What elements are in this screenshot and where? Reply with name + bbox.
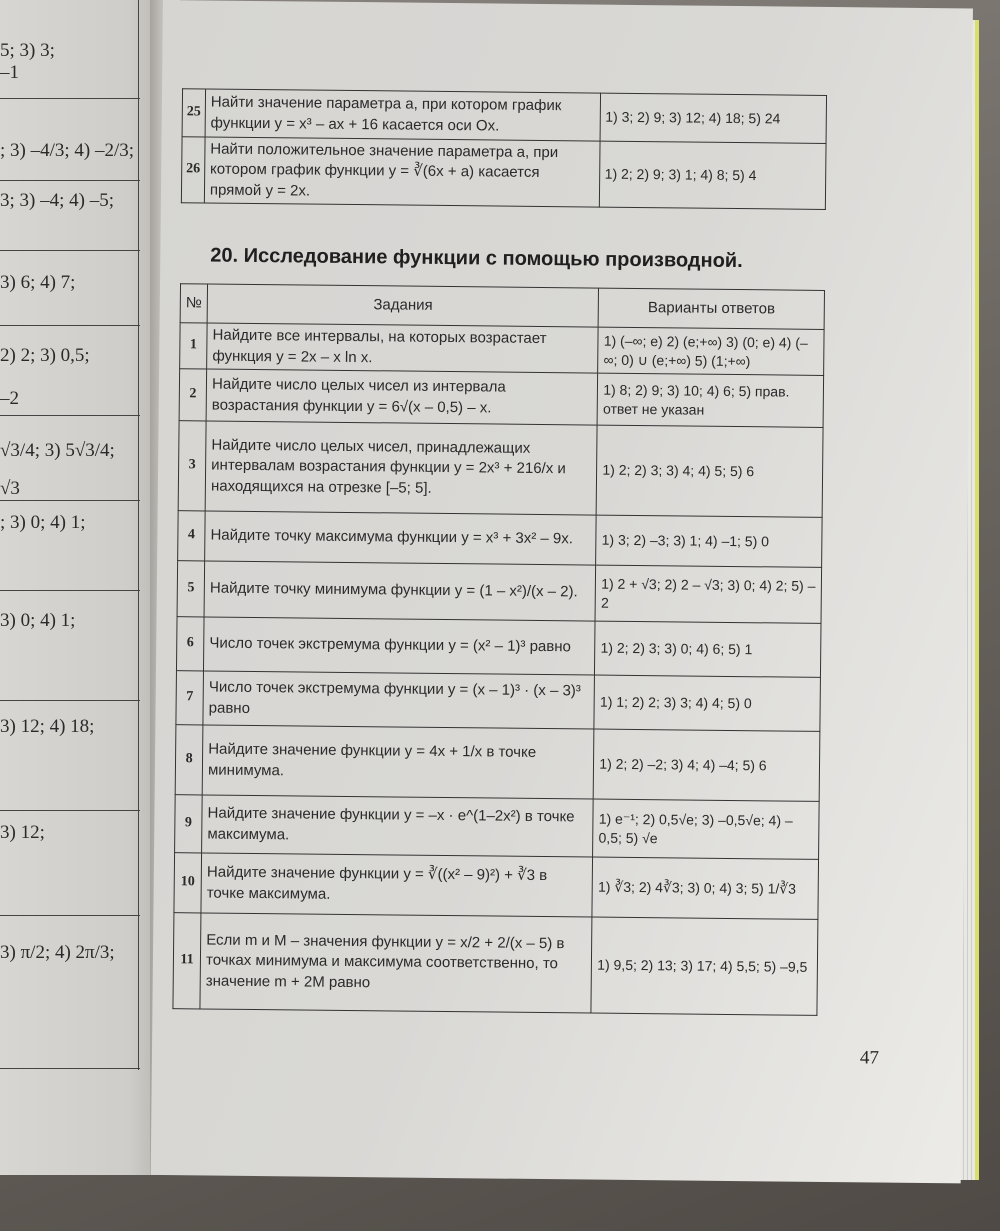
left-divider: [0, 250, 140, 251]
left-page: [0, 0, 163, 1175]
task-number: 10: [174, 853, 202, 913]
task-number: 2: [179, 369, 207, 421]
task-text: Если m и M – значения функции y = x/2 + 2/(x – 5) в точках минимума и максимума соответственно, то значение m + 2M равно: [200, 913, 592, 1013]
left-divider: [0, 415, 140, 416]
table-row: [178, 421, 823, 518]
left-divider: [0, 180, 140, 181]
left-divider: [0, 325, 140, 326]
task-text: Найдите число целых чисел из интервала возрастания функции y = 6√(x – 0,5) – x.: [206, 369, 598, 425]
answer-options: 1) e⁻¹; 2) 0,5√e; 3) –0,5√e; 4) –0,5; 5) √e: [593, 799, 819, 859]
answer-options: 1) 3; 2) 9; 3) 12; 4) 18; 5) 24: [600, 93, 827, 143]
task-number: 6: [176, 617, 204, 671]
answer-options: 1) 2 + √3; 2) 2 – √3; 3) 0; 4) 2; 5) –2: [595, 565, 821, 623]
task-text: Найти значение параметра a, при котором график функции y = x³ – ax + 16 касается оси Ox.: [205, 89, 600, 141]
task-number: 9: [175, 795, 203, 853]
left-fragment: ; 3) 0; 4) 1;: [0, 512, 86, 533]
task-text: Найдите значение функции y = 4x + 1/x в точке минимума.: [202, 725, 594, 799]
column-header-number: №: [180, 284, 208, 323]
left-divider: [0, 915, 140, 916]
left-fragment: –1: [0, 62, 19, 83]
section-title: 20. Исследование функции с помощью производной.: [210, 244, 743, 273]
answer-options: 1) 9,5; 2) 13; 3) 17; 4) 5,5; 5) –9,5: [591, 917, 818, 1015]
answer-options: 1) 2; 2) –2; 3) 4; 4) –4; 5) 6: [593, 729, 819, 801]
column-header-answers: Варианты ответов: [598, 288, 824, 329]
task-text: Найти положительное значение параметра a, при котором график функции y = ∛(6x + a) касается прямой y = 2x.: [204, 137, 599, 207]
left-fragment: –2: [0, 388, 19, 409]
left-divider: [0, 98, 140, 99]
left-fragment: √3: [0, 478, 20, 499]
task-number: 3: [178, 421, 206, 511]
answer-options: 1) 8; 2) 9; 3) 10; 4) 6; 5) прав. ответ не указан: [597, 373, 823, 427]
table-row: [178, 511, 822, 568]
answer-options: 1) 2; 2) 3; 3) 4; 4) 5; 5) 6: [596, 425, 823, 517]
left-divider: [0, 700, 140, 701]
left-fragment: ; 3) –4/3; 4) –2/3;: [0, 140, 135, 161]
left-fragment: 3) 0; 4) 1;: [0, 610, 76, 631]
left-divider: [0, 500, 140, 501]
tasks-table: [172, 283, 825, 1016]
table-row: [182, 89, 826, 144]
left-fragment: 3) 12;: [0, 822, 45, 843]
task-text: Найдите все интервалы, на которых возрастает функция y = 2x – x ln x.: [207, 323, 599, 373]
task-number: 25: [182, 89, 205, 137]
task-number: 26: [181, 137, 205, 203]
page-number: 47: [859, 1047, 880, 1069]
task-text: Найдите значение функции y = ∛((x² – 9)²) + ∛3 в точке максимума.: [201, 853, 593, 917]
answer-options: 1) ∛3; 2) 4∛3; 3) 0; 4) 3; 5) 1/∛3: [592, 857, 818, 919]
answer-options: 1) (–∞; e) 2) (e;+∞) 3) (0; e) 4) (–∞; 0) ∪ (e;+∞) 5) (1;+∞): [598, 327, 824, 375]
left-fragment: 3) 6; 4) 7;: [0, 272, 76, 293]
left-fragment: √3/4; 3) 5√3/4;: [0, 440, 115, 461]
left-fragment: 3; 3) –4; 4) –5;: [0, 190, 114, 211]
left-fragment: 3) 12; 4) 18;: [0, 716, 95, 737]
task-text: Найдите точку минимума функции y = (1 – x²)/(x – 2).: [204, 561, 596, 621]
left-divider: [0, 1068, 140, 1069]
task-text: Число точек экстремума функции y = (x² – 1)³ равно: [204, 617, 596, 675]
task-text: Найдите точку максимума функции y = x³ + 3x² – 9x.: [205, 511, 597, 565]
table-row: [181, 137, 826, 209]
table-row: [174, 853, 819, 920]
answer-options: 1) 2; 2) 9; 3) 1; 4) 8; 5) 4: [599, 141, 826, 209]
task-text: Найдите число целых чисел, принадлежащих интервалам возрастания функции y = 2x³ + 216/x и находящихся на отрезке [–5; 5].: [205, 421, 597, 515]
task-text: Найдите значение функции y = –x · e^(1–2x²) в точке максимума.: [202, 795, 594, 857]
table-row: [173, 913, 818, 1016]
table-row: [179, 369, 824, 428]
left-fragment: 3) π/2; 4) 2π/3;: [0, 942, 115, 963]
answer-options: 1) 2; 2) 3; 3) 0; 4) 6; 5) 1: [595, 621, 821, 677]
task-number: 1: [180, 323, 208, 369]
left-divider: [0, 590, 140, 591]
right-page: [151, 0, 973, 1183]
table-row: [180, 323, 824, 376]
table-row: [175, 795, 820, 860]
answer-options: 1) 1; 2) 2; 3) 3; 4) 4; 5) 0: [594, 675, 820, 731]
task-number: 11: [173, 913, 201, 1009]
table-row: [177, 561, 822, 624]
task-text: Число точек экстремума функции y = (x – 1)³ · (x – 3)³ равно: [203, 671, 595, 729]
table-row: [176, 617, 821, 678]
table-header-row: [180, 284, 824, 330]
left-fragment: 2) 2; 3) 0,5;: [0, 345, 90, 366]
answer-options: 1) 3; 2) –3; 3) 1; 4) –1; 5) 0: [596, 515, 822, 567]
task-number: 8: [175, 725, 203, 795]
column-header-tasks: Задания: [207, 284, 599, 327]
task-number: 4: [178, 511, 206, 561]
table-row: [176, 671, 821, 732]
continued-table: [181, 88, 827, 209]
task-number: 5: [177, 561, 205, 617]
table-row: [175, 725, 820, 802]
task-number: 7: [176, 671, 204, 725]
left-fragment: 5; 3) 3;: [0, 40, 55, 61]
left-divider: [0, 810, 140, 811]
